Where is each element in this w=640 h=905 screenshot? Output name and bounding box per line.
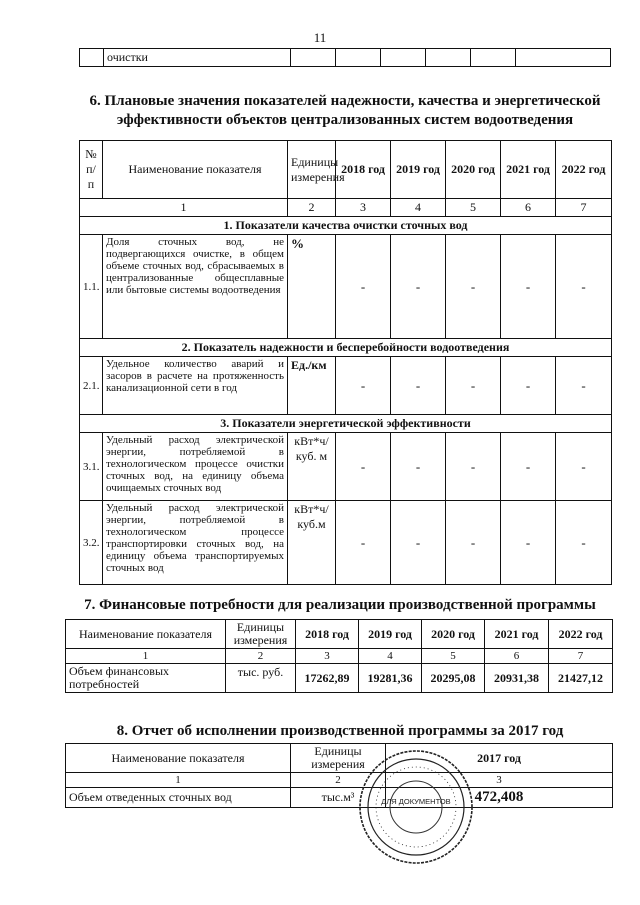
row-name: Удельный расход электрической энергии, потребляемой в технологическом процессе очистки сточных вод, на единицу объема очищаемых сточных вод	[103, 433, 288, 501]
row-value-2021: 20931,38	[485, 664, 549, 693]
header-2019: 2019 год	[359, 620, 422, 649]
row-value-2017: 472,408	[386, 788, 613, 808]
table-cell	[291, 49, 336, 67]
colnum-2: 2	[288, 199, 336, 217]
header-2022: 2022 год	[556, 141, 612, 199]
group-heading-2: 2. Показатель надежности и бесперебойности водоотведения	[80, 339, 612, 357]
colnum-5: 5	[446, 199, 501, 217]
header-unit: Единицы измерения	[291, 744, 386, 773]
colnum-2: 2	[291, 773, 386, 788]
row-num: 3.2.	[80, 501, 103, 585]
indicators-table	[79, 140, 612, 585]
table-row	[66, 664, 613, 693]
group-row	[80, 339, 612, 357]
row-value-2020: 20295,08	[422, 664, 485, 693]
header-2018: 2018 год	[296, 620, 359, 649]
top-fragment-table	[79, 48, 611, 67]
table-row	[80, 235, 612, 339]
colnum-3: 3	[336, 199, 391, 217]
header-2021: 2021 год	[485, 620, 549, 649]
header-2020: 2020 год	[422, 620, 485, 649]
header-name: Наименование показателя	[66, 744, 291, 773]
row-value-2022: -	[556, 235, 612, 339]
table-row	[66, 788, 613, 808]
row-value-2021: -	[501, 235, 556, 339]
section6-title	[79, 92, 611, 130]
header-name: Наименование показателя	[103, 141, 288, 199]
row-value-2018: -	[336, 433, 391, 501]
group-row	[80, 415, 612, 433]
row-value-2019: 19281,36	[359, 664, 422, 693]
colnum-6: 6	[485, 649, 549, 664]
table-header-row	[66, 620, 613, 649]
table-row	[80, 433, 612, 501]
section7-title: 7. Финансовые потребности для реализации производственной программы	[84, 597, 596, 613]
row-value-2022: -	[556, 357, 612, 415]
section8-title: 8. Отчет об исполнении производственной программы за 2017 год	[116, 723, 564, 739]
row-value-2021: -	[501, 433, 556, 501]
colnum-6: 6	[501, 199, 556, 217]
header-name: Наименование показателя	[66, 620, 226, 649]
colnum-1: 1	[80, 199, 288, 217]
row-unit: тыс.м³	[291, 788, 386, 808]
colnum-3: 3	[386, 773, 613, 788]
header-unit: Единицы измерения	[288, 141, 336, 199]
header-2018: 2018 год	[336, 141, 391, 199]
row-name: Удельное количество аварий и засоров в расчете на протяженность канализационной сети в год	[103, 357, 288, 415]
header-2019: 2019 год	[391, 141, 446, 199]
report-table	[65, 743, 613, 808]
table-row	[80, 357, 612, 415]
row-value-2020: -	[446, 433, 501, 501]
row-name: Удельный расход электрической энергии, потребляемой в технологическом процессе транспортировки сточных вод, на единицу объема транспортируемых сточных вод	[103, 501, 288, 585]
row-value-2019: -	[391, 433, 446, 501]
table-cell	[471, 49, 516, 67]
header-unit: Единицы измерения	[226, 620, 296, 649]
official-stamp	[357, 748, 475, 866]
row-unit: тыс. руб.	[226, 664, 296, 693]
page-number: 11	[313, 30, 327, 45]
column-number-row	[66, 773, 613, 788]
row-value-2022: -	[556, 433, 612, 501]
colnum-2: 2	[226, 649, 296, 664]
row-value-2022: 21427,12	[549, 664, 613, 693]
table-header-row	[66, 744, 613, 773]
row-num: 3.1.	[80, 433, 103, 501]
colnum-4: 4	[391, 199, 446, 217]
table-cell	[426, 49, 471, 67]
table-row	[80, 49, 611, 67]
row-value-2018: -	[336, 357, 391, 415]
row-value-2019: -	[391, 235, 446, 339]
table-row	[80, 501, 612, 585]
row-name: Доля сточных вод, не подвергающихся очистке, в общем объеме сточных вод, сбрасываемых в централизованные общесплавные или бытовые системы водоотведения	[103, 235, 288, 339]
header-2022: 2022 год	[549, 620, 613, 649]
header-2020: 2020 год	[446, 141, 501, 199]
group-row	[80, 217, 612, 235]
header-2017: 2017 год	[386, 744, 613, 773]
table-header-row	[80, 141, 612, 199]
row-unit: кВт*ч/ куб.м	[288, 501, 336, 585]
row-value-2019: -	[391, 357, 446, 415]
stamp-text: ДЛЯ ДОКУМЕНТОВ	[381, 797, 451, 806]
colnum-1: 1	[66, 649, 226, 664]
financial-table	[65, 619, 613, 693]
row-value-2018: -	[336, 235, 391, 339]
row-num: 2.1.	[80, 357, 103, 415]
row-value-2020: -	[446, 357, 501, 415]
group-heading-3: 3. Показатели энергетической эффективности	[80, 415, 612, 433]
colnum-7: 7	[556, 199, 612, 217]
section6-title-line1: 6. Плановые значения показателей надежности, качества и энергетической	[89, 93, 601, 109]
section6-title-line2: эффективности объектов централизованных систем водоотведения	[116, 112, 574, 128]
row-value-2021: -	[501, 501, 556, 585]
row-value-2018: 17262,89	[296, 664, 359, 693]
row-unit: %	[288, 235, 336, 339]
row-value-2020: -	[446, 501, 501, 585]
row-unit: Ед./км	[288, 357, 336, 415]
row-value-2018: -	[336, 501, 391, 585]
row-name: Объем финансовых потребностей	[66, 664, 226, 693]
row-value-2020: -	[446, 235, 501, 339]
table-cell	[381, 49, 426, 67]
table-cell: очистки	[104, 49, 291, 67]
row-value-2019: -	[391, 501, 446, 585]
table-cell	[516, 49, 611, 67]
table-cell	[80, 49, 104, 67]
colnum-4: 4	[359, 649, 422, 664]
column-number-row	[66, 649, 613, 664]
colnum-3: 3	[296, 649, 359, 664]
row-unit: кВт*ч/ куб. м	[288, 433, 336, 501]
row-value-2022: -	[556, 501, 612, 585]
colnum-7: 7	[549, 649, 613, 664]
header-num: № п/п	[80, 141, 103, 199]
colnum-5: 5	[422, 649, 485, 664]
column-number-row	[80, 199, 612, 217]
table-cell	[336, 49, 381, 67]
colnum-1: 1	[66, 773, 291, 788]
group-heading-1: 1. Показатели качества очистки сточных вод	[80, 217, 612, 235]
row-name: Объем отведенных сточных вод	[66, 788, 291, 808]
header-2021: 2021 год	[501, 141, 556, 199]
row-num: 1.1.	[80, 235, 103, 339]
row-value-2021: -	[501, 357, 556, 415]
